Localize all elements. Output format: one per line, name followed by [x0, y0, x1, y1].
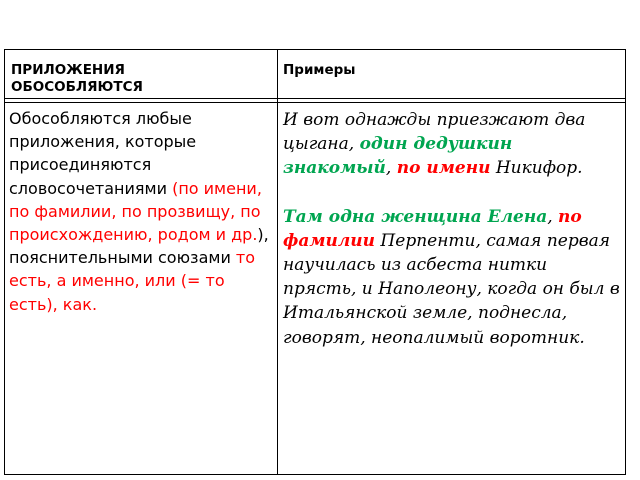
rule-middle: , пояснительными союзами	[9, 225, 269, 268]
header-divider-top	[4, 98, 626, 99]
example-1-marker: по имени	[396, 158, 491, 179]
header-divider-bottom	[4, 102, 626, 103]
rule-cell	[9, 107, 271, 316]
example-2-comma: ,	[547, 206, 559, 227]
example-2-appositive: Там одна женщина Елена	[283, 206, 548, 227]
example-1-appositive: один дедушкин знакомый	[283, 134, 513, 179]
example-2	[283, 205, 623, 350]
example-1	[283, 108, 623, 181]
example-2-marker: по фамилии	[283, 206, 582, 251]
column-divider	[277, 49, 278, 475]
header-col1	[11, 62, 271, 96]
example-gap	[283, 181, 623, 205]
table-border-left	[4, 49, 5, 475]
rule-intro: Обособляются любые приложения, которые присоединяются словосочетаниями	[9, 109, 197, 198]
example-1-end: Никифор.	[490, 158, 583, 179]
example-2-end: Перпенти, самая первая научилась из асбеста нитки прясть, и Наполеону, когда он был в Итальянской земле, поднесла, говорят, неопалимый воротник.	[283, 230, 620, 348]
example-1-start: И вот однажды приезжают два цыгана,	[283, 110, 586, 155]
table-border-top	[4, 49, 626, 50]
header-col1-line1: ПРИЛОЖЕНИЯ	[11, 62, 125, 78]
examples-cell	[283, 108, 623, 350]
header-col2: Примеры	[283, 62, 356, 78]
rule-red-conjunctions: то есть, а именно, или (= то есть), как.	[9, 248, 256, 314]
table-border-right	[625, 49, 626, 475]
header-col1-line2: ОБОСОБЛЯЮТСЯ	[11, 79, 143, 95]
example-1-comma: ,	[385, 158, 397, 179]
rule-red-words: (по имени, по фамилии, по прозвищу, по происхождению, родом и др.	[9, 178, 262, 245]
rule-paren-close: )	[257, 225, 264, 245]
table-border-bottom	[4, 474, 626, 475]
